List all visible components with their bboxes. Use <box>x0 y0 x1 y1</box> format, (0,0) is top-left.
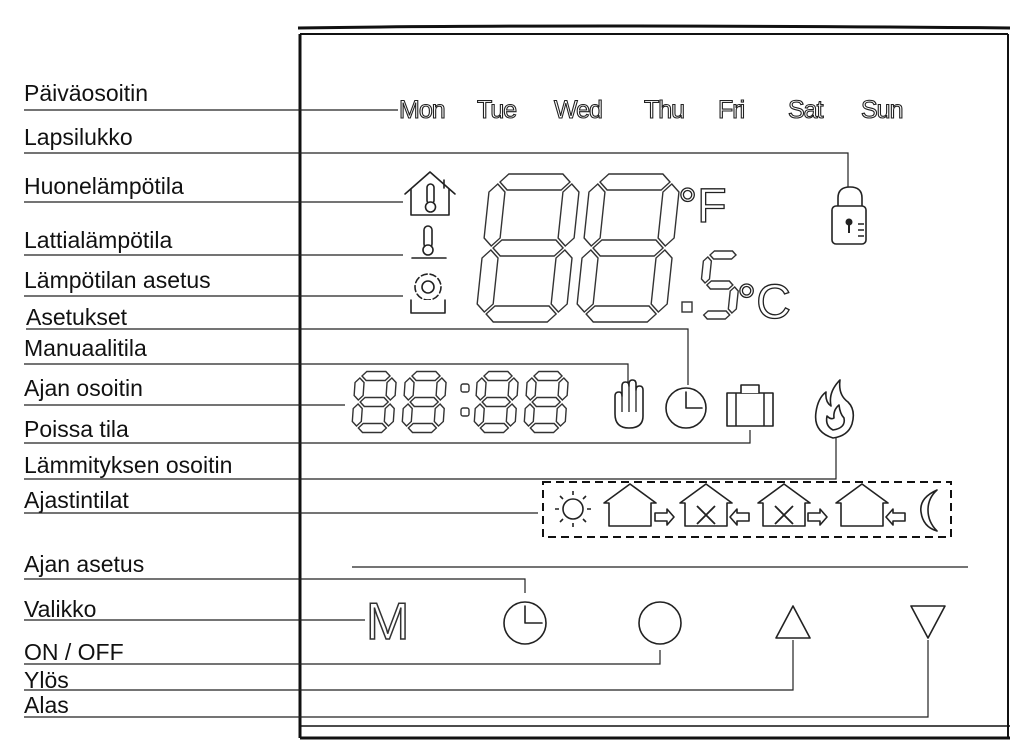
digit-segment <box>557 184 580 246</box>
label-timer-modes: Ajastintilat <box>24 487 129 513</box>
label-room-temperature: Huonelämpötila <box>24 173 184 199</box>
time-digit-4 <box>524 372 569 433</box>
digit-segment <box>532 398 561 407</box>
digit-segment <box>599 174 671 190</box>
label-down: Alas <box>24 692 69 718</box>
house-thermometer-icon <box>405 172 455 215</box>
digit-segment <box>436 378 447 400</box>
digit-segment <box>404 378 415 400</box>
house-meal-return-icon <box>680 484 749 526</box>
day-tue: Tue <box>477 96 517 124</box>
digit-segment <box>558 378 569 400</box>
digit-segment <box>492 240 564 256</box>
time-setting-button[interactable] <box>504 602 546 644</box>
day-wed: Wed <box>554 96 602 124</box>
digit-segment <box>703 311 730 319</box>
digit-segment <box>480 424 509 433</box>
temperature-digit-ones <box>575 174 681 322</box>
digit-segment <box>524 404 535 426</box>
digit-segment <box>530 424 559 433</box>
label-temperature-setting: Lämpötilan asetus <box>24 267 211 293</box>
digit-segment <box>556 404 567 426</box>
digit-segment <box>710 251 737 259</box>
label-away-mode: Poissa tila <box>24 416 129 442</box>
day-indicator <box>399 96 903 124</box>
digit-segment <box>508 378 519 400</box>
digit-segment <box>410 398 439 407</box>
digit-segment <box>358 424 387 433</box>
label-floor-temperature: Lattialämpötila <box>24 227 173 253</box>
digit-segment <box>701 257 712 283</box>
callout-labels <box>24 80 232 718</box>
hand-icon <box>615 380 643 428</box>
moon-icon <box>921 490 937 531</box>
day-thu: Thu <box>644 96 685 124</box>
decimal-point <box>682 302 692 312</box>
label-up: Ylös <box>24 667 69 693</box>
digit-segment <box>526 378 537 400</box>
sun-icon <box>555 491 591 527</box>
label-on-off: ON / OFF <box>24 639 124 665</box>
time-digit-3 <box>474 372 519 433</box>
power-button[interactable] <box>639 602 681 644</box>
digit-segment <box>585 306 657 322</box>
gear-icon <box>411 274 445 313</box>
digit-segment <box>434 404 445 426</box>
digit-segment <box>386 378 397 400</box>
label-manual-mode: Manuaalitila <box>24 335 147 361</box>
label-menu: Valikko <box>24 596 97 622</box>
digit-segment <box>506 404 517 426</box>
menu-button[interactable]: M <box>366 593 410 651</box>
digit-segment <box>657 184 680 246</box>
temperature-digit-tens <box>475 174 581 322</box>
digit-segment <box>360 398 389 407</box>
house-return-icon <box>836 484 905 526</box>
digit-segment <box>476 378 487 400</box>
label-heating-indicator: Lämmityksen osoitin <box>24 452 233 478</box>
digit-segment <box>384 404 395 426</box>
time-colon <box>461 384 469 416</box>
unit-celsius: °C <box>737 276 791 329</box>
digit-segment <box>352 404 363 426</box>
suitcase-icon <box>727 385 773 426</box>
digit-segment <box>550 250 573 312</box>
digit-segment <box>499 174 571 190</box>
label-settings: Asetukset <box>26 304 127 330</box>
digit-segment <box>476 250 499 312</box>
time-digit-1 <box>352 372 397 433</box>
day-sun: Sun <box>861 96 903 124</box>
time-digit-2 <box>402 372 447 433</box>
up-button[interactable] <box>776 606 810 638</box>
unit-fahrenheit: °F <box>678 180 727 233</box>
digit-segment <box>592 240 664 256</box>
day-fri: Fri <box>718 96 745 124</box>
day-mon: Mon <box>399 96 445 124</box>
clock-icon <box>666 388 706 428</box>
digit-segment <box>354 378 365 400</box>
digit-segment <box>484 372 513 381</box>
day-sat: Sat <box>788 96 823 124</box>
label-time-indicator: Ajan osoitin <box>24 375 143 401</box>
label-time-setting: Ajan asetus <box>24 551 145 577</box>
digit-segment <box>482 398 511 407</box>
buttons-row <box>366 593 945 651</box>
digit-segment <box>706 281 733 289</box>
digit-segment <box>485 306 557 322</box>
digit-segment <box>362 372 391 381</box>
flame-icon <box>816 380 854 438</box>
lock-icon <box>832 187 866 244</box>
digit-segment <box>402 404 413 426</box>
down-button[interactable] <box>911 606 945 638</box>
label-child-lock: Lapsilukko <box>24 124 133 150</box>
digit-segment <box>576 250 599 312</box>
digit-segment <box>534 372 563 381</box>
digit-segment <box>583 184 606 246</box>
digit-segment <box>408 424 437 433</box>
digit-segment <box>483 184 506 246</box>
timer-modes-group <box>543 482 951 537</box>
digit-segment <box>474 404 485 426</box>
digit-segment <box>650 250 673 312</box>
thermometer-icon <box>412 226 446 258</box>
label-day-indicator: Päiväosoitin <box>24 80 149 106</box>
digit-segment <box>412 372 441 381</box>
house-leave-icon <box>604 484 674 526</box>
time-digits <box>352 372 569 433</box>
house-meal-leave-icon <box>758 484 827 526</box>
temperature-digit-decimal <box>697 251 742 319</box>
